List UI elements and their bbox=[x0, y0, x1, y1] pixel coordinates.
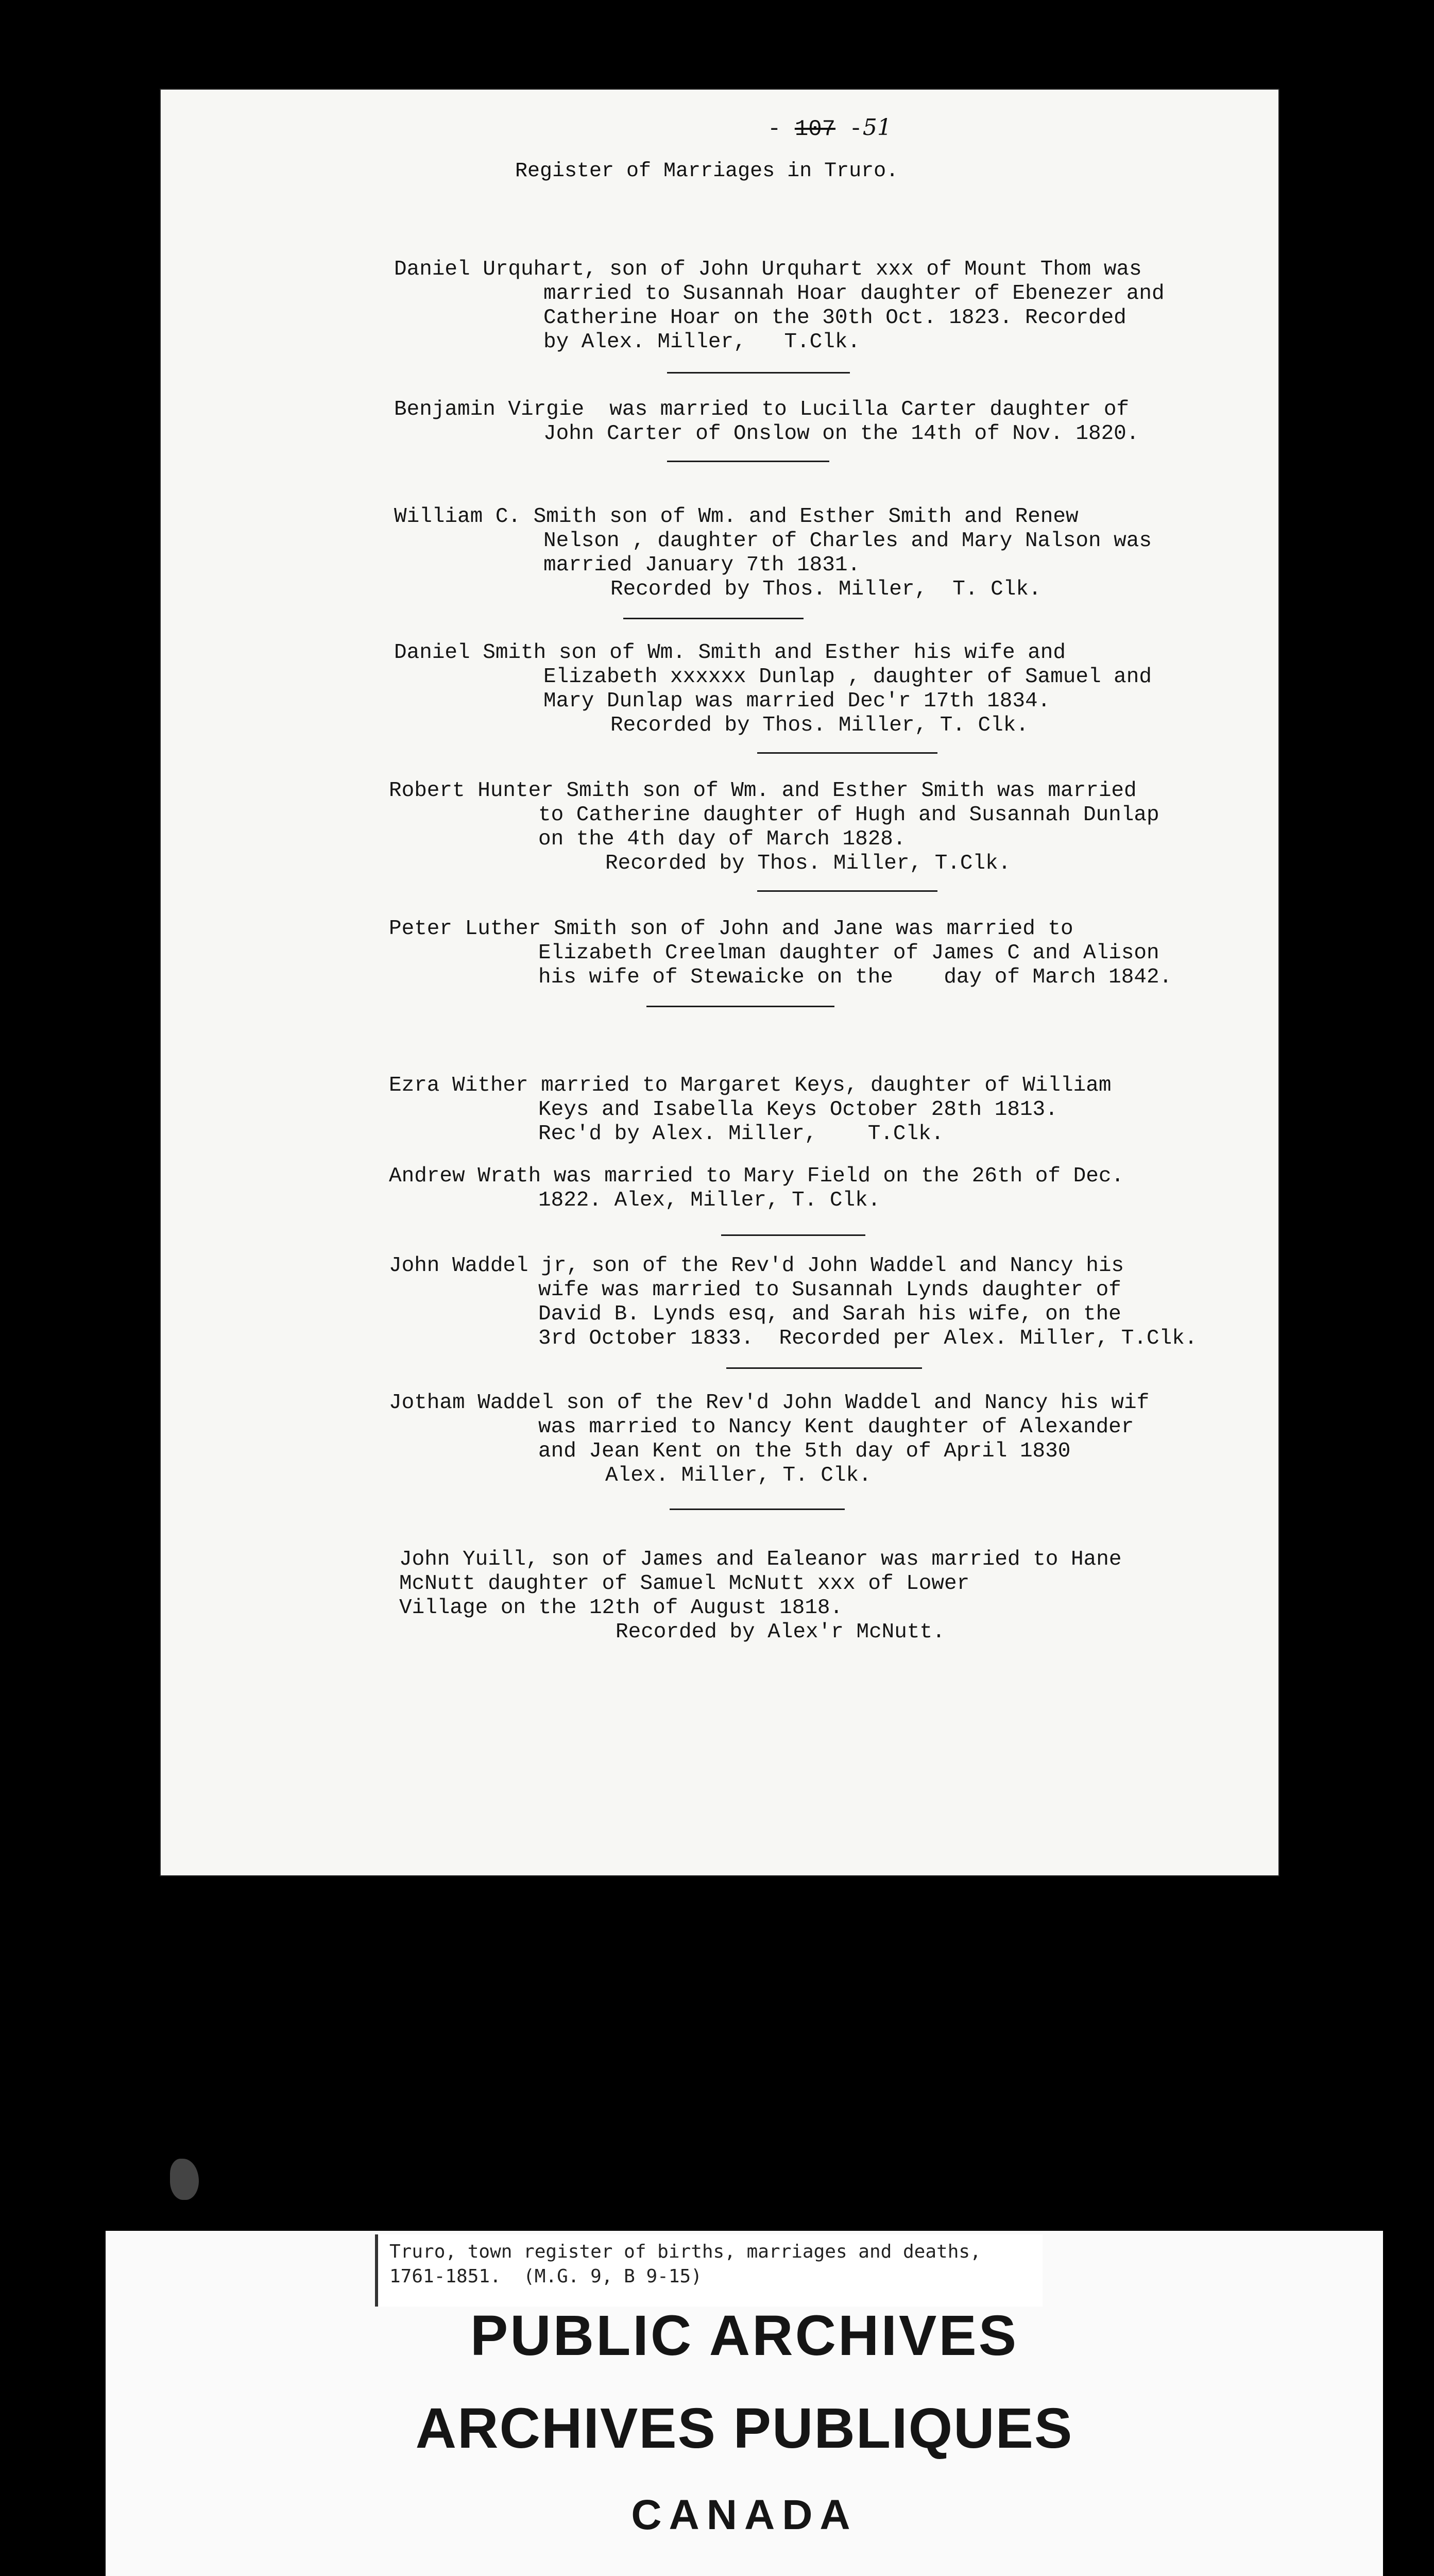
marriage-entry bbox=[389, 779, 1159, 876]
entry-divider bbox=[757, 890, 937, 892]
entry-line: Andrew Wrath was married to Mary Field on the 26th of Dec. bbox=[389, 1164, 1124, 1188]
entry-line: Catherine Hoar on the 30th Oct. 1823. Recorded bbox=[543, 306, 1126, 330]
marriage-entry bbox=[394, 258, 1165, 354]
entry-line: Recorded by Alex'r McNutt. bbox=[616, 1620, 945, 1644]
entry-line: McNutt daughter of Samuel McNutt xxx of Lower bbox=[399, 1572, 970, 1596]
marriage-entry bbox=[389, 917, 1172, 990]
marriage-entry bbox=[389, 1164, 1124, 1213]
entry-line: John Yuill, son of James and Ealeanor was married to Hane bbox=[399, 1548, 1122, 1571]
entry-divider bbox=[623, 618, 804, 619]
entry-divider bbox=[757, 752, 937, 754]
entry-divider bbox=[646, 1006, 834, 1007]
entry-line: Ezra Wither married to Margaret Keys, daughter of William bbox=[389, 1074, 1112, 1097]
entry-line: married January 7th 1831. bbox=[543, 553, 861, 577]
page-number-handwritten: 51 bbox=[862, 114, 892, 141]
marriage-entry bbox=[394, 505, 1152, 602]
entry-line: Rec'd by Alex. Miller, T.Clk. bbox=[538, 1122, 944, 1146]
entry-divider bbox=[721, 1234, 865, 1236]
entry-line: Elizabeth xxxxxx Dunlap , daughter of Samuel and bbox=[543, 665, 1152, 689]
entry-line: Daniel Urquhart, son of John Urquhart xxx of Mount Thom was bbox=[394, 258, 1142, 281]
entry-line: wife was married to Susannah Lynds daughter of bbox=[538, 1278, 1121, 1302]
entry-line: Jotham Waddel son of the Rev'd John Waddel and Nancy his wif bbox=[389, 1391, 1150, 1415]
archive-stamp-english: PUBLIC ARCHIVES bbox=[470, 2304, 1019, 2367]
archive-stamp-country: CANADA bbox=[631, 2492, 858, 2538]
entry-line: John Carter of Onslow on the 14th of Nov. 1820. bbox=[543, 422, 1139, 446]
register-page bbox=[160, 89, 1279, 1876]
entry-line: Alex. Miller, T. Clk. bbox=[605, 1464, 872, 1487]
entry-line: Robert Hunter Smith son of Wm. and Esther Smith was married bbox=[389, 779, 1137, 803]
entry-line: John Waddel jr, son of the Rev'd John Waddel and Nancy his bbox=[389, 1254, 1124, 1278]
entry-line: on the 4th day of March 1828. bbox=[538, 827, 906, 851]
marriage-entry bbox=[394, 398, 1139, 446]
entry-line: Recorded by Thos. Miller, T. Clk. bbox=[610, 714, 1029, 737]
entry-divider bbox=[667, 461, 829, 462]
ink-blot bbox=[170, 2159, 199, 2200]
entry-line: and Jean Kent on the 5th day of April 1830 bbox=[538, 1439, 1071, 1463]
entry-line: Elizabeth Creelman daughter of James C and Alison bbox=[538, 941, 1159, 965]
entry-line: Benjamin Virgie was married to Lucilla Carter daughter of bbox=[394, 398, 1130, 421]
entry-line: by Alex. Miller, T.Clk. bbox=[543, 330, 861, 354]
bleed-through-handwriting: ​ bbox=[343, 1639, 349, 1728]
entry-line: his wife of Stewaicke on the day of March 1842. bbox=[538, 965, 1172, 989]
entry-line: William C. Smith son of Wm. and Esther Smith and Renew bbox=[394, 505, 1079, 529]
entry-line: 3rd October 1833. Recorded per Alex. Miller, T.Clk. bbox=[538, 1327, 1198, 1350]
entry-divider bbox=[670, 1509, 845, 1510]
entry-line: David B. Lynds esq, and Sarah his wife, on the bbox=[538, 1302, 1121, 1326]
entry-line: Recorded by Thos. Miller, T.Clk. bbox=[605, 852, 1011, 875]
entry-line: to Catherine daughter of Hugh and Susannah Dunlap bbox=[538, 803, 1159, 827]
marriage-entry bbox=[389, 1254, 1197, 1351]
slip-line: Truro, town register of births, marriages and deaths, bbox=[389, 2241, 981, 2262]
marriage-entry bbox=[389, 1391, 1149, 1488]
entry-line: married to Susannah Hoar daughter of Ebenezer and bbox=[543, 282, 1165, 306]
entry-line: Keys and Isabella Keys October 28th 1813. bbox=[538, 1098, 1058, 1122]
entry-line: Mary Dunlap was married Dec'r 17th 1834. bbox=[543, 689, 1051, 713]
entry-line: Daniel Smith son of Wm. Smith and Esther his wife and bbox=[394, 641, 1066, 665]
entry-line: Peter Luther Smith son of John and Jane was married to bbox=[389, 917, 1073, 941]
page-number: - 107 -51 bbox=[767, 114, 892, 142]
page-title: Register of Marriages in Truro. bbox=[515, 160, 899, 183]
page-number-typed: 107 bbox=[794, 116, 836, 142]
archive-stamp-french: ARCHIVES PUBLIQUES bbox=[415, 2397, 1073, 2460]
slip-line: 1761-1851. (M.G. 9, B 9-15) bbox=[389, 2266, 702, 2287]
entry-line: Nelson , daughter of Charles and Mary Nalson was bbox=[543, 529, 1152, 553]
entry-line: Village on the 12th of August 1818. bbox=[399, 1596, 843, 1620]
entry-line: Recorded by Thos. Miller, T. Clk. bbox=[610, 578, 1042, 601]
entry-divider bbox=[726, 1367, 922, 1369]
entry-divider bbox=[667, 372, 850, 374]
entry-line: 1822. Alex, Miller, T. Clk. bbox=[538, 1189, 881, 1212]
marriage-entry bbox=[394, 641, 1152, 738]
entry-line: was married to Nancy Kent daughter of Alexander bbox=[538, 1415, 1134, 1439]
catalogue-slip bbox=[375, 2234, 1043, 2307]
marriage-entry bbox=[389, 1074, 1111, 1146]
